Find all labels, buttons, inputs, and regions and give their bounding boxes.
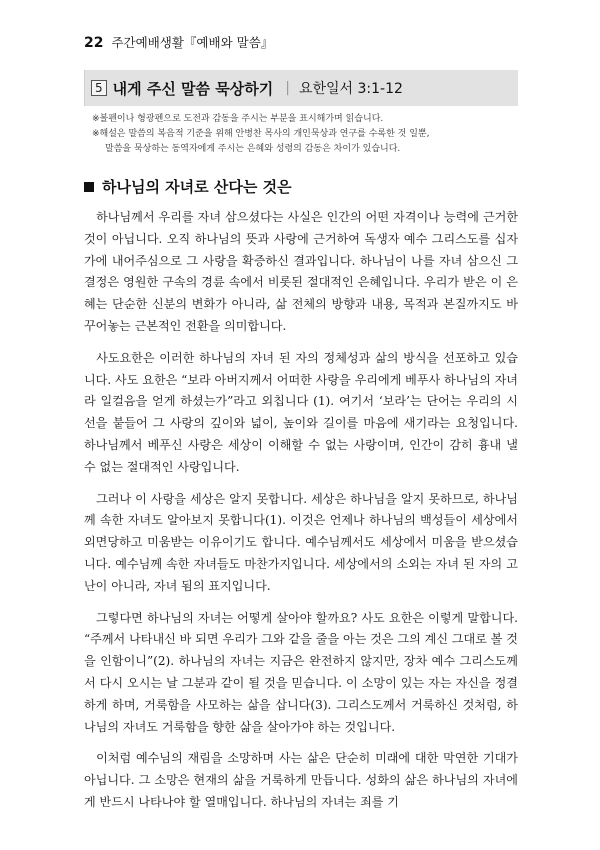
note-line: 말씀을 묵상하는 동역자에게 주시는 은혜와 성령의 감동은 차이가 있습니다. (105, 144, 401, 154)
section-number: 5 (91, 80, 107, 96)
note-line: ※볼펜이나 형광펜으로 도전과 감동을 주시는 부분을 표시해가며 읽습니다. (92, 114, 384, 124)
paragraph: 이처럼 예수님의 재림을 소망하며 사는 삶은 단순히 미래에 대한 막연한 기대가 아닙니다. 그 소망은 현재의 삶을 거룩하게 만듭니다. 성화의 삶은 하나님의 자녀에게 반드시 나타나야 할 열매입니다. 하나님의 자녀는 죄를 기 (84, 751, 518, 809)
section-title-bar (84, 70, 518, 106)
paragraph: 그러나 이 사랑을 세상은 알지 못합니다. 세상은 하나님을 알지 못하므로, 하나님께 속한 자녀도 알아보지 못합니다(1). 이것은 언제나 하나님의 백성들이 세상에서 외면당하고 미움받는 이유이기도 합니다. 예수님께서도 세상에서 미움을 받으셨습니다. 예수님께 속한 자녀들도 마찬가지입니다. 세상에서의 소외는 자녀 된 자의 고난이 아니라, 자녀 됨의 표지입니다. (84, 491, 518, 593)
paragraph: 하나님께서 우리를 자녀 삼으셨다는 사실은 인간의 어떤 자격이나 능력에 근거한 것이 아닙니다. 오직 하나님의 뜻과 사랑에 근거하여 독생자 예수 그리스도를 십자가에 내어주심으로 그 사랑을 확증하신 결과입니다. 하나님이 나를 자녀 삼으신 그 결정은 영원한 구속의 경륜 속에서 비롯된 절대적인 은혜입니다. 우리가 받은 이 은혜는 단순한 신분의 변화가 아니라, 삶 전체의 방향과 내용, 목적과 본질까지도 바꾸어놓는 근본적인 전환을 의미합니다. (84, 210, 518, 333)
paragraph: 그렇다면 하나님의 자녀는 어떻게 살아야 할까요? 사도 요한은 이렇게 말합니다. “주께서 나타내신 바 되면 우리가 그와 같을 줄을 아는 것은 그의 계신 그대로 볼 것을 인함이니”(2). 하나님의 자녀는 지금은 완전하지 않지만, 장차 예수 그리스도께서 다시 오시는 날 그분과 같이 될 것을 믿습니다. 이 소망이 있는 자는 자신을 정결하게 하며, 거룩함을 사모하는 삶을 삽니다(3). 그리스도께서 거룩하신 것처럼, 하나님의 자녀도 거룩함을 향한 삶을 살아가야 하는 것입니다. (84, 610, 518, 734)
reading-notes (92, 112, 522, 157)
scripture-reference: 요한일서 3:1-12 (298, 81, 403, 97)
running-header (84, 33, 273, 51)
page-number: 22 (84, 35, 104, 51)
section-title: 내게 주신 말씀 묵상하기 (112, 79, 274, 98)
body-text (84, 207, 518, 824)
section-separator: | (285, 80, 290, 96)
subheading (84, 176, 292, 197)
note-line: ※해설은 말씀의 복음적 기준을 위해 안병찬 목사의 개인묵상과 연구를 수록한 것 일뿐, (92, 129, 430, 139)
book-title: 주간예배생활『예배와 말씀』 (111, 35, 274, 50)
paragraph: 사도요한은 이러한 하나님의 자녀 된 자의 정체성과 삶의 방식을 선포하고 있습니다. 사도 요한은 “보라 아버지께서 어떠한 사랑을 우리에게 베푸사 하나님의 자녀라 일컬음을 얻게 하셨는가”라고 외칩니다 (1). 여기서 ‘보라’는 단어는 우리의 시선을 붙들어 그 사랑의 깊이와 넓이, 높이와 길이를 마음에 새기라는 요청입니다. 하나님께서 베푸신 사랑은 세상이 이해할 수 없는 사랑이며, 인간이 감히 흉내 낼 수 없는 절대적인 사랑입니다. (84, 350, 518, 474)
subheading-text: 하나님의 자녀로 산다는 것은 (102, 178, 292, 196)
square-bullet-icon (84, 182, 94, 192)
